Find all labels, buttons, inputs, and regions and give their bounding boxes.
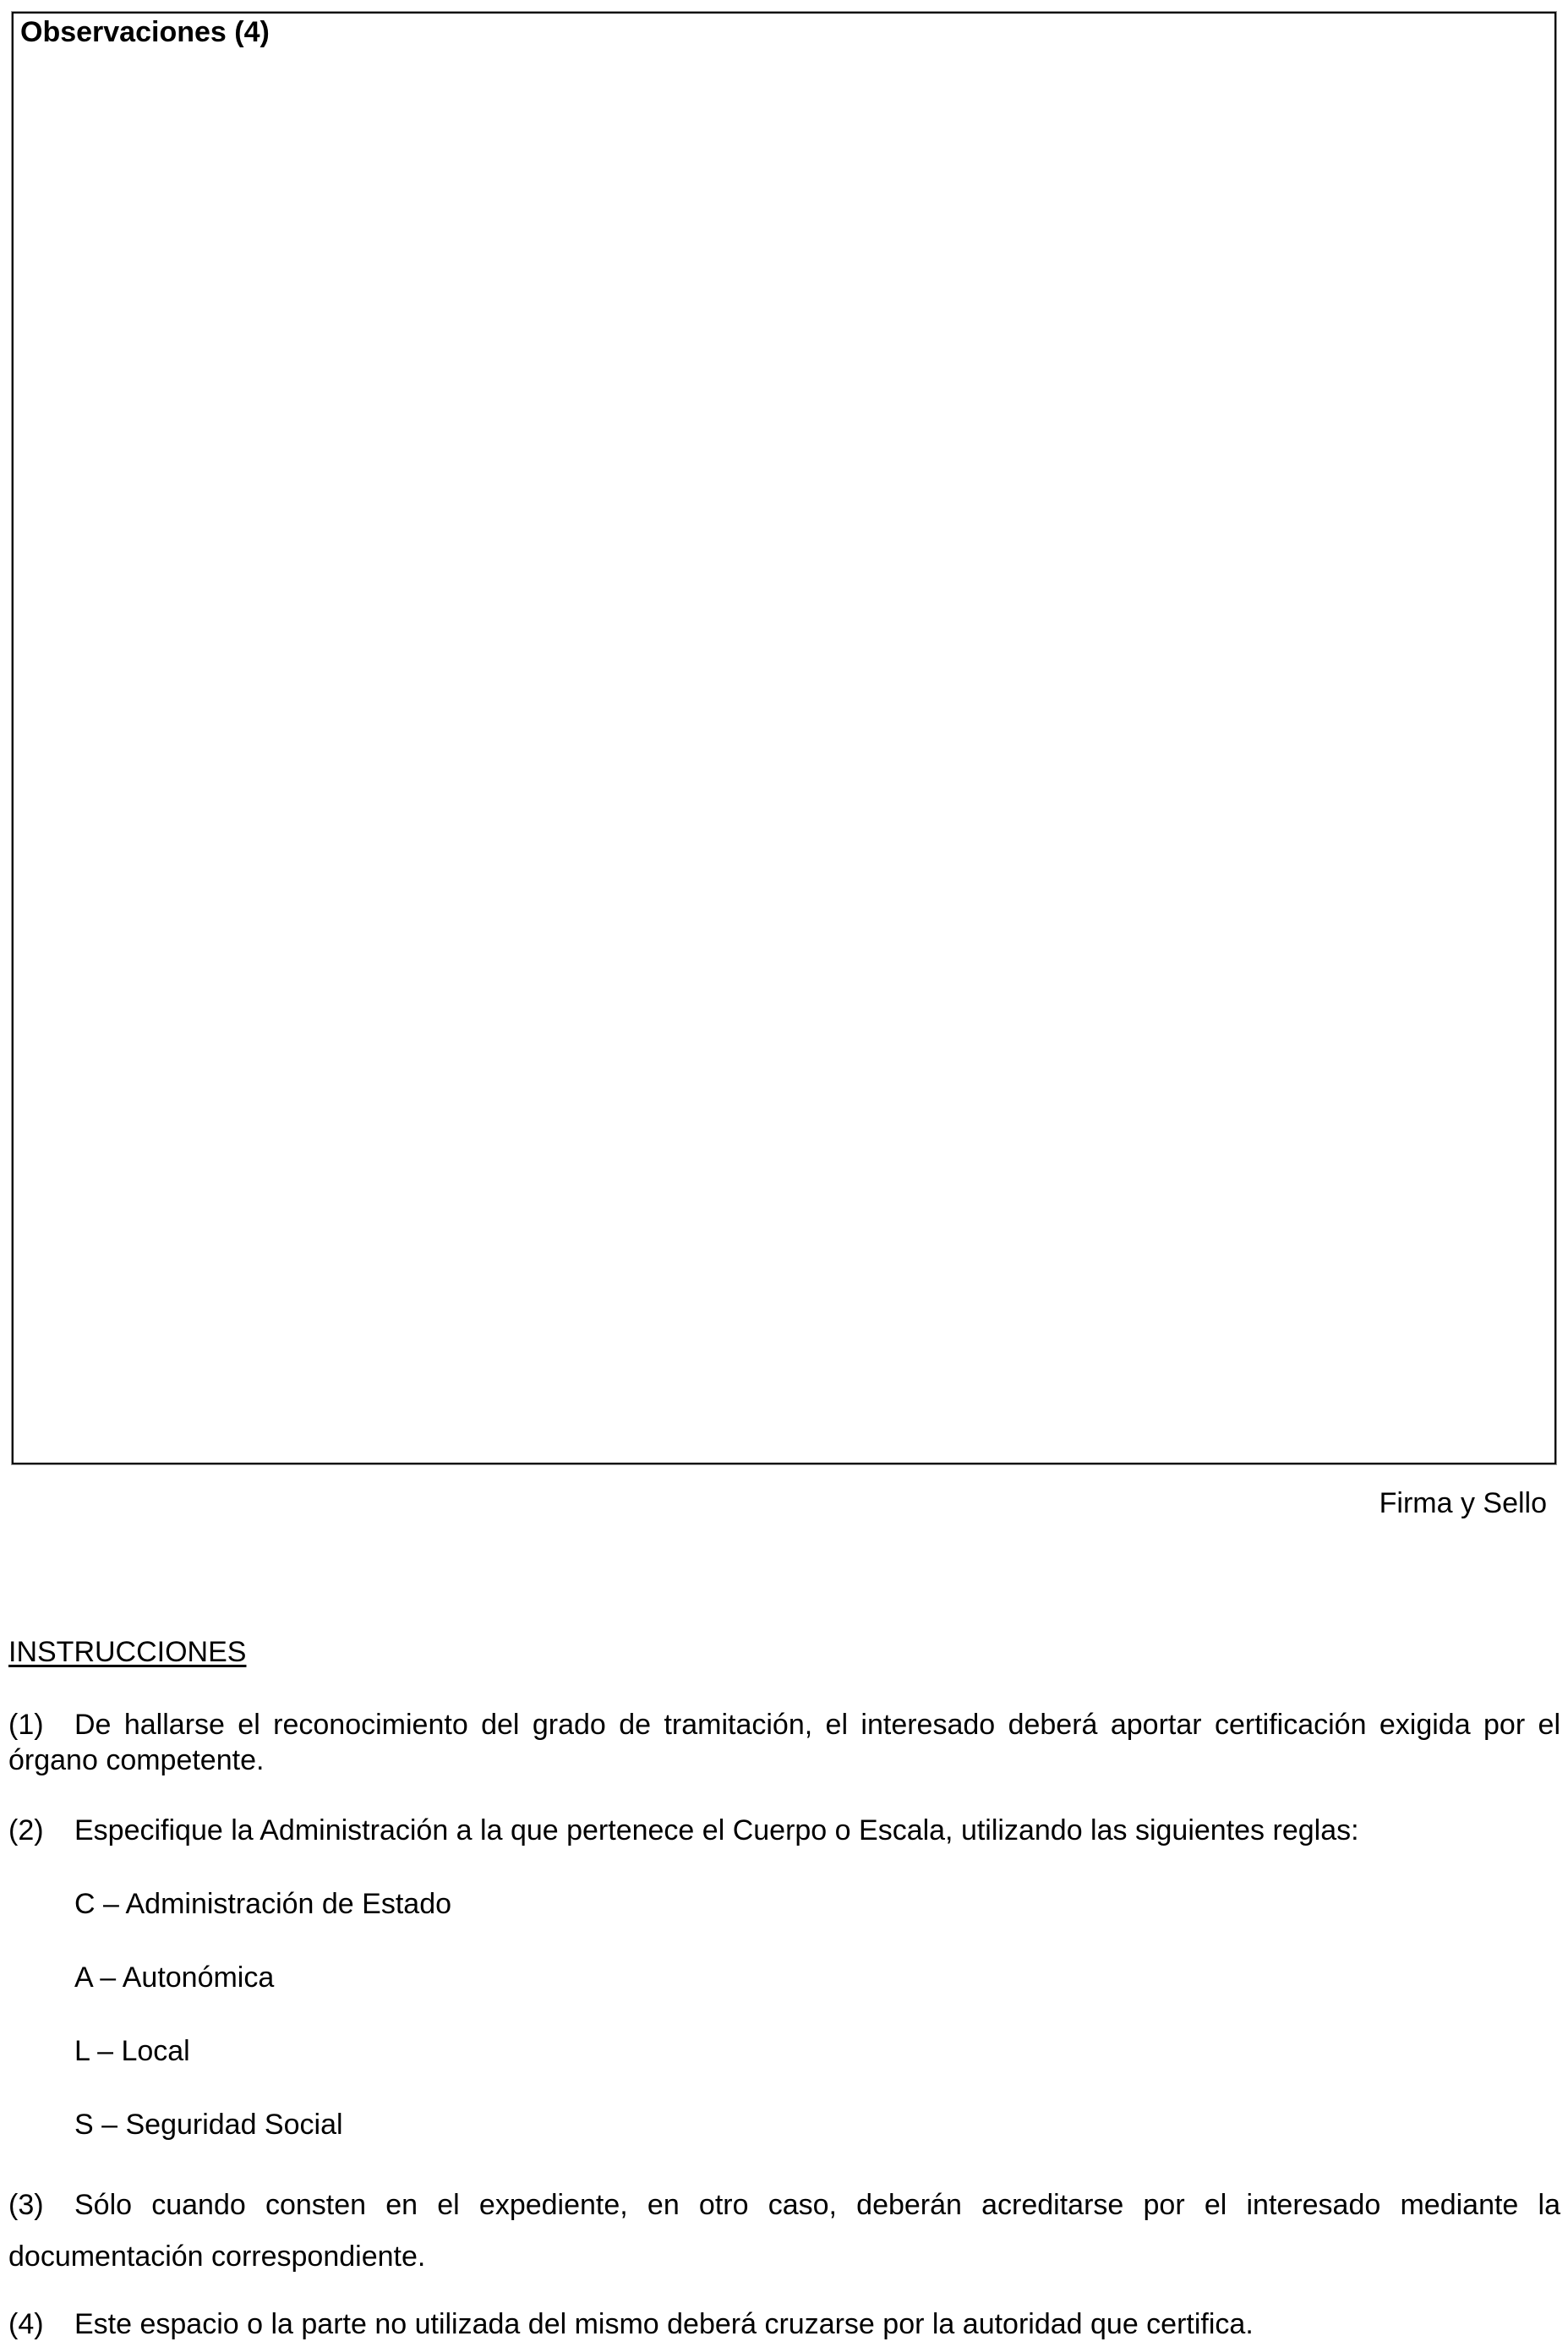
instruction-note-4: [8, 2306, 1560, 2342]
note-line-1: [8, 2180, 1560, 2231]
observaciones-content-area[interactable]: [14, 51, 1554, 1463]
note-text: Especifique la Administración a la que pertenece el Cuerpo o Escala, utilizando las siguientes reglas:: [74, 1814, 1359, 1846]
instructions-heading: INSTRUCCIONES: [8, 1636, 247, 1668]
instruction-note-2: [8, 1813, 1560, 1848]
instruction-note-3: [8, 2180, 1560, 2283]
note-number: (2): [8, 1814, 44, 1846]
note-text-line2: documentación correspondiente.: [8, 2240, 426, 2273]
rule-item-local: L – Local: [74, 2035, 190, 2067]
rule-item-estado: C – Administración de Estado: [74, 1888, 452, 1920]
observaciones-box: [12, 12, 1556, 1464]
rule-item-seguridad-social: S – Seguridad Social: [74, 2109, 343, 2141]
note-text-line1: Sólo cuando consten en el expediente, en otro caso, deberán acreditarse por el interesado mediante la: [74, 2189, 1560, 2221]
observaciones-title: Observaciones (4): [20, 16, 270, 48]
instruction-note-1: [8, 1707, 1560, 1778]
note-text: De hallarse el reconocimiento del grado de tramitación, el interesado deberá aportar certificación exigida por el órgano competente.: [8, 1709, 1560, 1776]
note-number: (1): [8, 1709, 44, 1741]
rule-item-autonomica: A – Autonómica: [74, 1961, 275, 1994]
note-number: (4): [8, 2308, 44, 2340]
note-number: (3): [8, 2189, 44, 2221]
signature-label: Firma y Sello: [1379, 1487, 1547, 1519]
note-text: Este espacio o la parte no utilizada del mismo deberá cruzarse por la autoridad que certifica.: [74, 2308, 1254, 2340]
